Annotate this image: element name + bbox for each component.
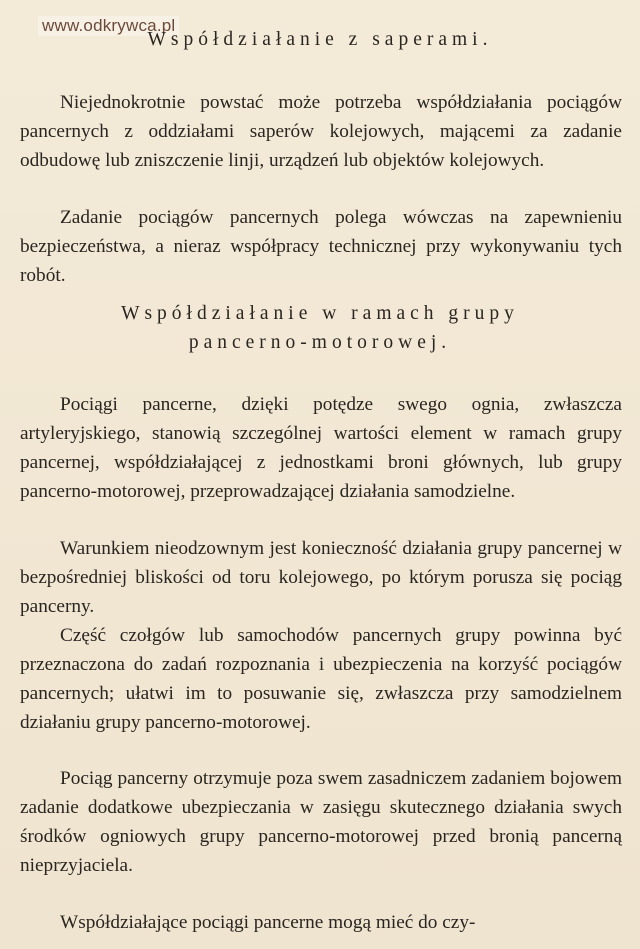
paragraph: Współdziałające pociągi pancerne mogą mieć do czy-	[60, 912, 476, 934]
section-heading-grupa	[20, 299, 620, 357]
paragraph: Niejednokrotnie powstać może potrzeba współdziałania pociągów pancernych z oddziałami saperów kolejowych, mającemi za zadanie odbudowę lub zniszczenie linji, urządzeń lub objektów kolejowych.	[20, 92, 622, 172]
paragraph: Pociąg pancerny otrzymuje poza swem zasadniczem zadaniem bojowem zadanie dodatkowe ubezpieczania w zasięgu skutecznego działania swych środków ogniowych grupy pancerno-motorowej przed bronią pancerną nieprzyjaciela.	[20, 768, 622, 877]
paragraph: Zadanie pociągów pancernych polega wówczas na zapewnieniu bezpieczeństwa, a nieraz współpracy technicznej przy wykonywaniu tych robót.	[20, 207, 622, 287]
paragraph: Pociągi pancerne, dzięki potędze swego ognia, zwłaszcza artyleryjskiego, stanowią szczególnej wartości element w ramach grupy pancernej, współdziałającej z jednostkami broni głównych, lub grupy pancerno-motorowej, przeprowadzającej działania samodzielne.	[20, 394, 622, 503]
section-heading-line-1: Współdziałanie w ramach grupy	[121, 303, 519, 324]
watermark: www.odkrywca.pl	[38, 16, 179, 36]
paragraph: Część czołgów lub samochodów pancernych grupy powinna być przeznaczona do zadań rozpoznania i ubezpieczenia na korzyść pociągów pancernych; ułatwi im to posuwanie się, zwłaszcza przy samodzielnem działaniu grupy pancerno-motorowej.	[20, 625, 622, 734]
section-heading-saperzy: Współdziałanie z saperami.	[147, 29, 493, 50]
section-heading-line-2: pancerno-motorowej.	[188, 332, 452, 353]
paragraph: Warunkiem nieodzownym jest konieczność działania grupy pancernej w bezpośredniej bliskości od toru kolejowego, po którym porusza się pociąg pancerny.	[20, 538, 622, 618]
